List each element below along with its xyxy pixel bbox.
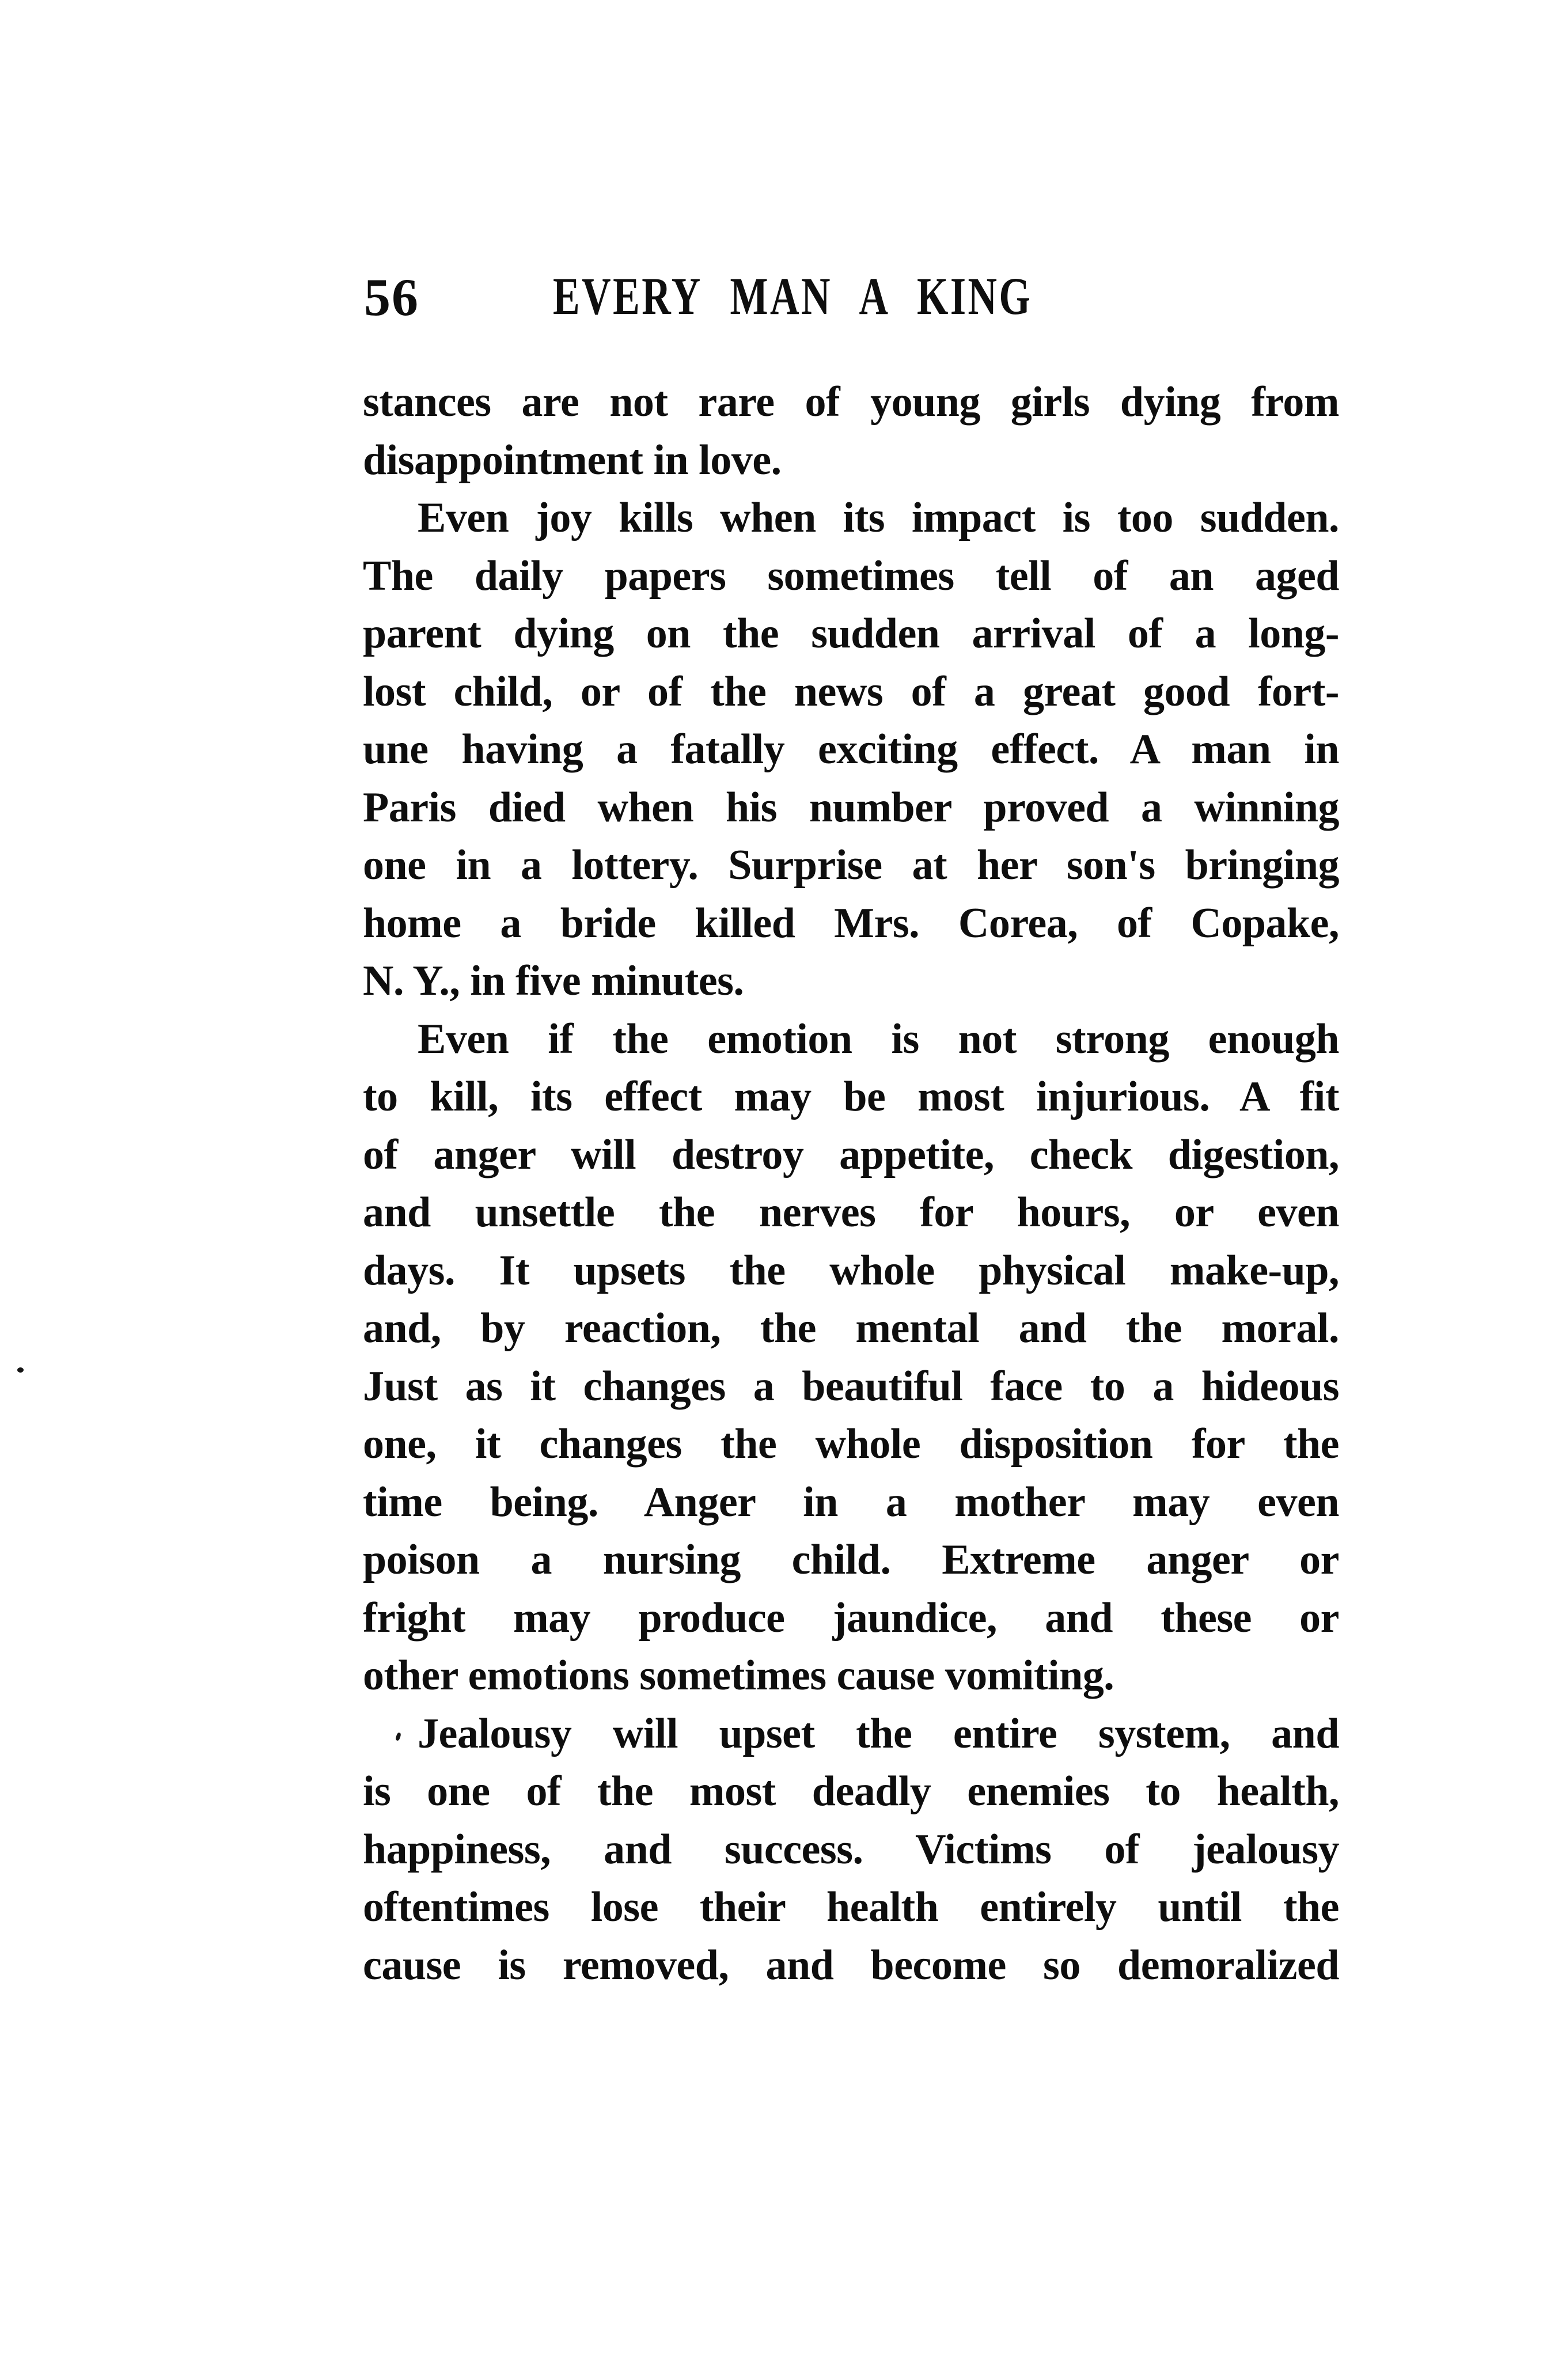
paragraph: [363, 1010, 1339, 1705]
text-line: disappointment in love.: [363, 436, 782, 484]
text-line: oftentimes lose their health entirely until the: [363, 1883, 1339, 1931]
text-line: to kill, its effect may be most injurious. A fit: [363, 1073, 1339, 1120]
text-line: is one of the most deadly enemies to health,: [363, 1768, 1339, 1815]
text-line: one in a lottery. Surprise at her son's bringing: [363, 842, 1339, 889]
scan-artifact-dot: [17, 1367, 24, 1373]
text-line: one, it changes the whole disposition for the: [363, 1420, 1339, 1468]
text-line: N. Y., in five minutes.: [363, 957, 744, 1005]
text-line: happiness, and success. Victims of jealousy: [363, 1825, 1339, 1873]
running-title: EVERY MAN A KING: [553, 267, 1033, 325]
text-line: other emotions sometimes cause vomiting.: [363, 1652, 1114, 1699]
text-line: fright may produce jaundice, and these or: [363, 1594, 1339, 1642]
text-line: of anger will destroy appetite, check digestion,: [363, 1131, 1339, 1178]
text-line: Even joy kills when its impact is too sudden.: [418, 494, 1339, 541]
text-line: cause is removed, and become so demoralized: [363, 1941, 1339, 1989]
body-text: [363, 373, 1339, 1994]
text-line: Even if the emotion is not strong enough: [418, 1015, 1339, 1063]
text-line: parent dying on the sudden arrival of a long-: [363, 610, 1339, 657]
text-line: The daily papers sometimes tell of an aged: [363, 552, 1339, 600]
text-line: time being. Anger in a mother may even: [363, 1478, 1339, 1526]
text-line: Jealousy will upset the entire system, and: [418, 1710, 1339, 1757]
text-line: and unsettle the nerves for hours, or even: [363, 1189, 1339, 1236]
text-line: une having a fatally exciting effect. A man in: [363, 726, 1339, 773]
paragraph: [363, 489, 1339, 1010]
text-line: Just as it changes a beautiful face to a hideous: [363, 1362, 1339, 1410]
text-line: home a bride killed Mrs. Corea, of Copake,: [363, 899, 1339, 947]
text-line: Paris died when his number proved a winning: [363, 783, 1339, 831]
paragraph: [363, 1705, 1339, 1995]
text-line: and, by reaction, the mental and the moral.: [363, 1305, 1339, 1352]
page-number: 56: [364, 268, 419, 327]
text-line: poison a nursing child. Extreme anger or: [363, 1536, 1339, 1583]
text-line: days. It upsets the whole physical make-up,: [363, 1246, 1339, 1294]
paragraph: [363, 373, 1339, 489]
text-line: lost child, or of the news of a great good fort-: [363, 668, 1339, 715]
text-line: stances are not rare of young girls dying from: [363, 378, 1339, 426]
